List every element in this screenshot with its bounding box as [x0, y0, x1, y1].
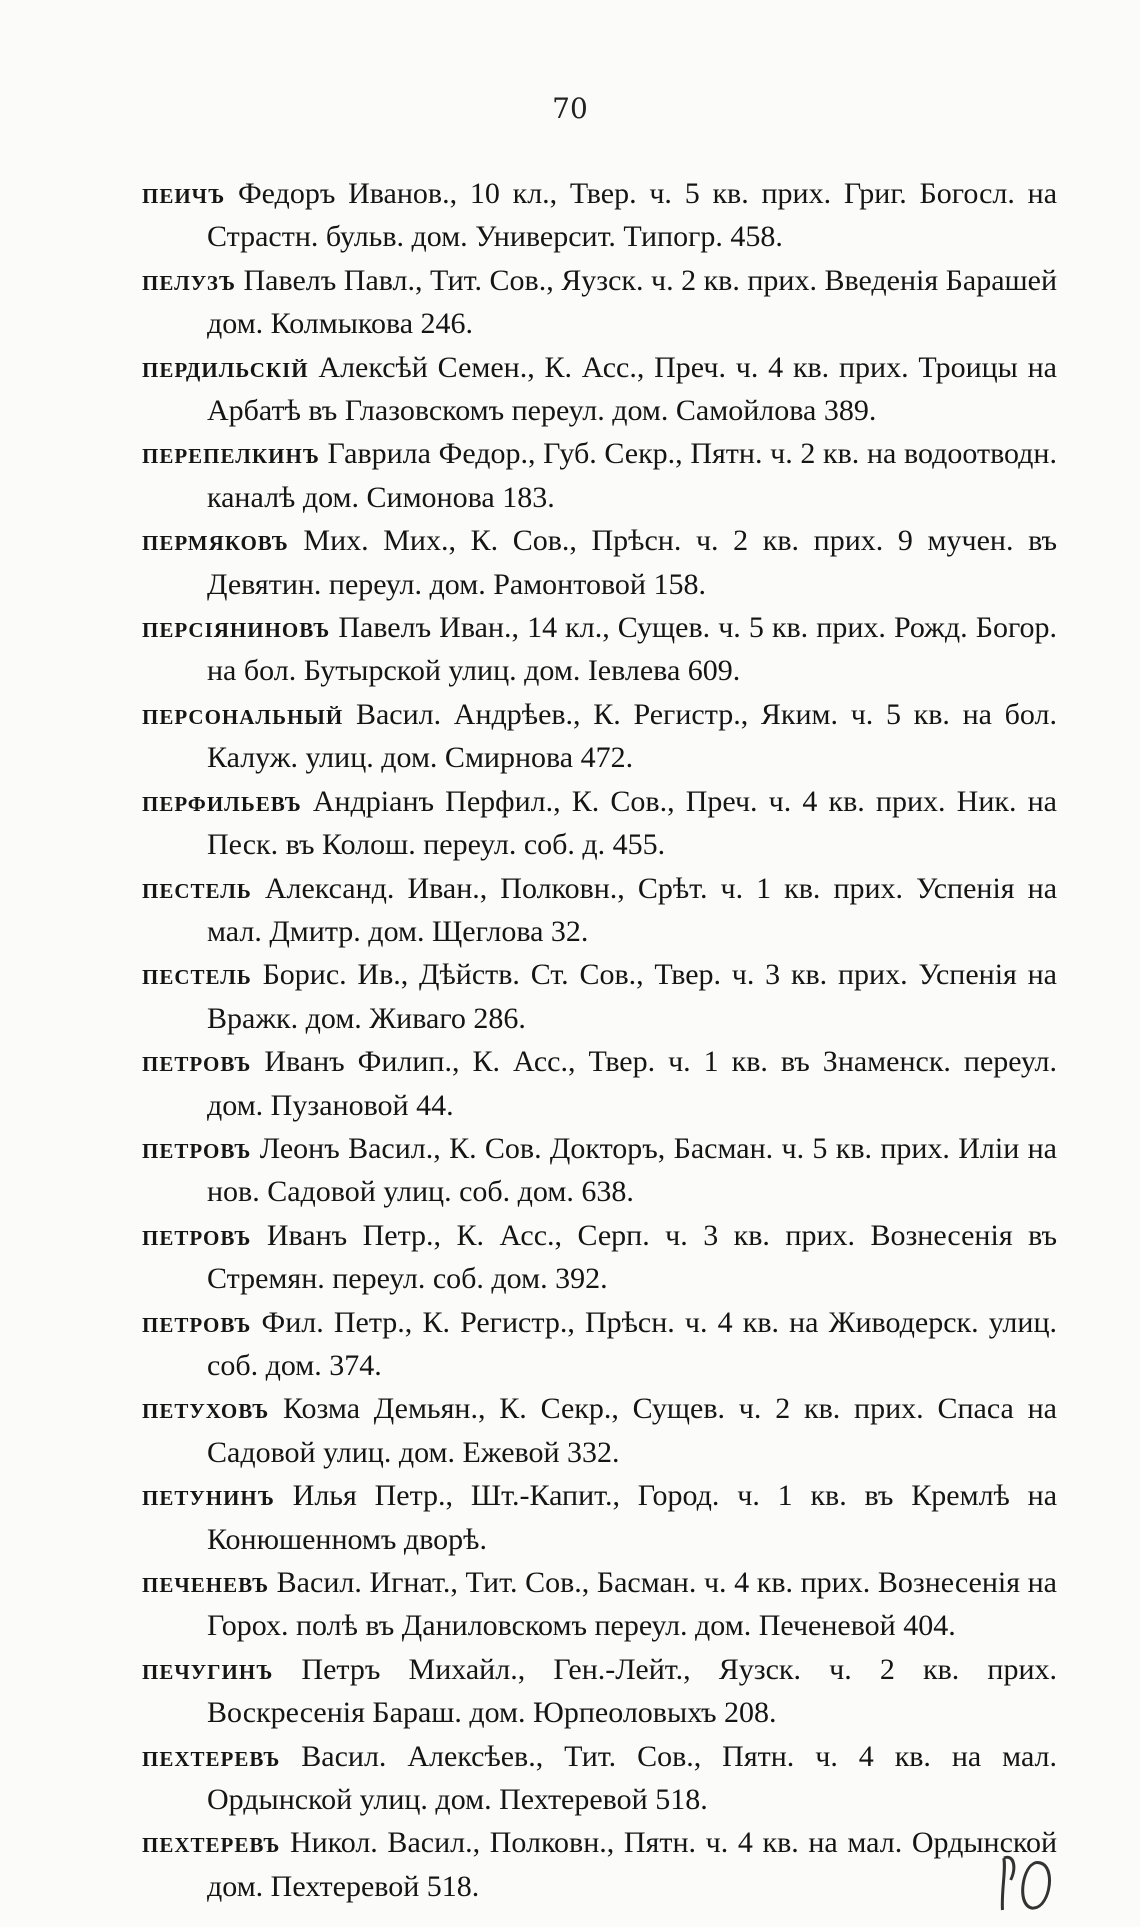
- entry-surname: печугинъ: [142, 1652, 274, 1686]
- directory-entry: [142, 259, 1057, 346]
- entry-surname: пердильскій: [142, 350, 309, 384]
- directory-entry: [142, 432, 1057, 519]
- entry-details: Козма Демьян., К. Секр., Сущев. ч. 2 кв. прих. Спаса на Садовой улиц. дом. Ежевой 332.: [207, 1392, 1058, 1469]
- directory-entry: [142, 346, 1057, 433]
- directory-entry: [142, 1387, 1057, 1474]
- entry-details: Мих. Мих., К. Сов., Прѣсн. ч. 2 кв. прих. 9 мучен. въ Девятин. переул. дом. Рамонтовой 158.: [207, 524, 1058, 601]
- page-number: 70: [552, 92, 588, 125]
- entry-details: Петръ Михайл., Ген.-Лейт., Яузск. ч. 2 кв. прих. Воскресенія Бараш. дом. Юрпеоловыхъ 208.: [207, 1652, 1057, 1730]
- entry-details: Алексѣй Семен., К. Асс., Преч. ч. 4 кв. прих. Троицы на Арбатѣ въ Глазовскомъ переул. дом. Самойлова 389.: [207, 350, 1057, 428]
- entry-surname: пестель: [142, 958, 252, 992]
- directory-entry: [142, 1821, 1057, 1908]
- entry-details: Васил. Алексѣев., Тит. Сов., Пятн. ч. 4 кв. на мал. Ордынской улиц. дом. Пехтеревой 518.: [207, 1739, 1057, 1817]
- entry-details: Фил. Петр., К. Регистр., Прѣсн. ч. 4 кв. на Живодерск. улиц. соб. дом. 374.: [207, 1305, 1058, 1382]
- directory-entry: [142, 1474, 1057, 1561]
- directory-entry: [142, 1127, 1057, 1214]
- directory-entry: [142, 519, 1057, 606]
- entry-surname: пеичъ: [142, 177, 226, 210]
- entry-surname: петровъ: [142, 1045, 252, 1079]
- entry-surname: петровъ: [142, 1305, 252, 1339]
- entry-details: Васил. Андрѣев., К. Регистр., Яким. ч. 5 кв. на бол. Калуж. улиц. дом. Смирнова 472.: [207, 697, 1058, 775]
- entry-surname: петровъ: [142, 1218, 252, 1252]
- entry-details: Иванъ Филип., К. Асс., Твер. ч. 1 кв. въ Знаменск. переул. дом. Пузановой 44.: [207, 1045, 1058, 1122]
- directory-entry: [142, 693, 1057, 780]
- entry-surname: пестель: [142, 871, 252, 905]
- entry-surname: петровъ: [142, 1131, 252, 1165]
- entry-details: Павелъ Иван., 14 кл., Сущев. ч. 5 кв. прих. Рожд. Богор. на бол. Бутырской улиц. дом. Іевлева 609.: [207, 611, 1058, 688]
- entry-details: Васил. Игнат., Тит. Сов., Басман. ч. 4 кв. прих. Вознесенія на Горох. полѣ въ Даниловскомъ переул. дом. Печеневой 404.: [207, 1566, 1057, 1643]
- entry-details: Леонъ Васил., К. Сов. Докторъ, Басман. ч. 5 кв. прих. Иліи на нов. Садовой улиц. соб. дом. 638.: [207, 1131, 1057, 1209]
- entry-surname: печеневъ: [142, 1566, 270, 1599]
- entry-details: Федоръ Иванов., 10 кл., Твер. ч. 5 кв. прих. Григ. Богосл. на Страстн. бульв. дом. Университ. Типогр. 458.: [207, 177, 1058, 254]
- directory-entries: [142, 172, 1057, 1908]
- entry-surname: петунинъ: [142, 1479, 275, 1513]
- entry-details: Никол. Васил., Полковн., Пятн. ч. 4 кв. на мал. Ордынской дом. Пехтеревой 518.: [207, 1826, 1057, 1903]
- directory-entry: [142, 1735, 1057, 1822]
- entry-surname: перепелкинъ: [142, 437, 320, 471]
- entry-details: Иванъ Петр., К. Асс., Серп. ч. 3 кв. прих. Вознесенія въ Стремян. переул. соб. дом. 392.: [207, 1218, 1057, 1296]
- entry-surname: персіяниновъ: [142, 611, 331, 645]
- directory-entry: [142, 1040, 1057, 1127]
- entry-surname: персональный: [142, 697, 344, 731]
- directory-entry: [142, 867, 1057, 954]
- entry-details: Павелъ Павл., Тит. Сов., Яузск. ч. 2 кв. прих. Введенія Барашей дом. Колмыкова 246.: [207, 263, 1057, 341]
- entry-surname: петуховъ: [142, 1392, 270, 1426]
- entry-details: Андріанъ Перфил., К. Сов., Преч. ч. 4 кв. прих. Ник. на Песк. въ Колош. переул. соб. д. 455.: [207, 784, 1057, 862]
- handwritten-mark: [985, 1850, 1085, 1920]
- entry-surname: пермяковъ: [142, 524, 289, 558]
- entry-surname: пелузъ: [142, 263, 236, 297]
- entry-details: Борис. Ив., Дѣйств. Ст. Сов., Твер. ч. 3 кв. прих. Успенія на Вражк. дом. Живаго 286.: [207, 958, 1057, 1035]
- entry-details: Гаврила Федор., Губ. Секр., Пятн. ч. 2 кв. на водоотводн. каналѣ дом. Симонова 183.: [207, 437, 1057, 514]
- entry-details: Александ. Иван., Полковн., Срѣт. ч. 1 кв. прих. Успенія на мал. Дмитр. дом. Щеглова 32.: [207, 871, 1058, 948]
- directory-entry: [142, 1561, 1057, 1648]
- directory-entry: [142, 1214, 1057, 1301]
- directory-entry: [142, 606, 1057, 693]
- directory-entry: [142, 1648, 1057, 1735]
- directory-entry: [142, 953, 1057, 1040]
- directory-entry: [142, 1301, 1057, 1388]
- entry-surname: перфильевъ: [142, 784, 302, 818]
- directory-entry: [142, 172, 1057, 259]
- entry-surname: пехтеревъ: [142, 1739, 281, 1773]
- directory-entry: [142, 780, 1057, 867]
- entry-details: Илья Петр., Шт.-Капит., Город. ч. 1 кв. въ Кремлѣ на Конюшенномъ дворѣ.: [207, 1479, 1058, 1556]
- entry-surname: пехтеревъ: [142, 1826, 281, 1860]
